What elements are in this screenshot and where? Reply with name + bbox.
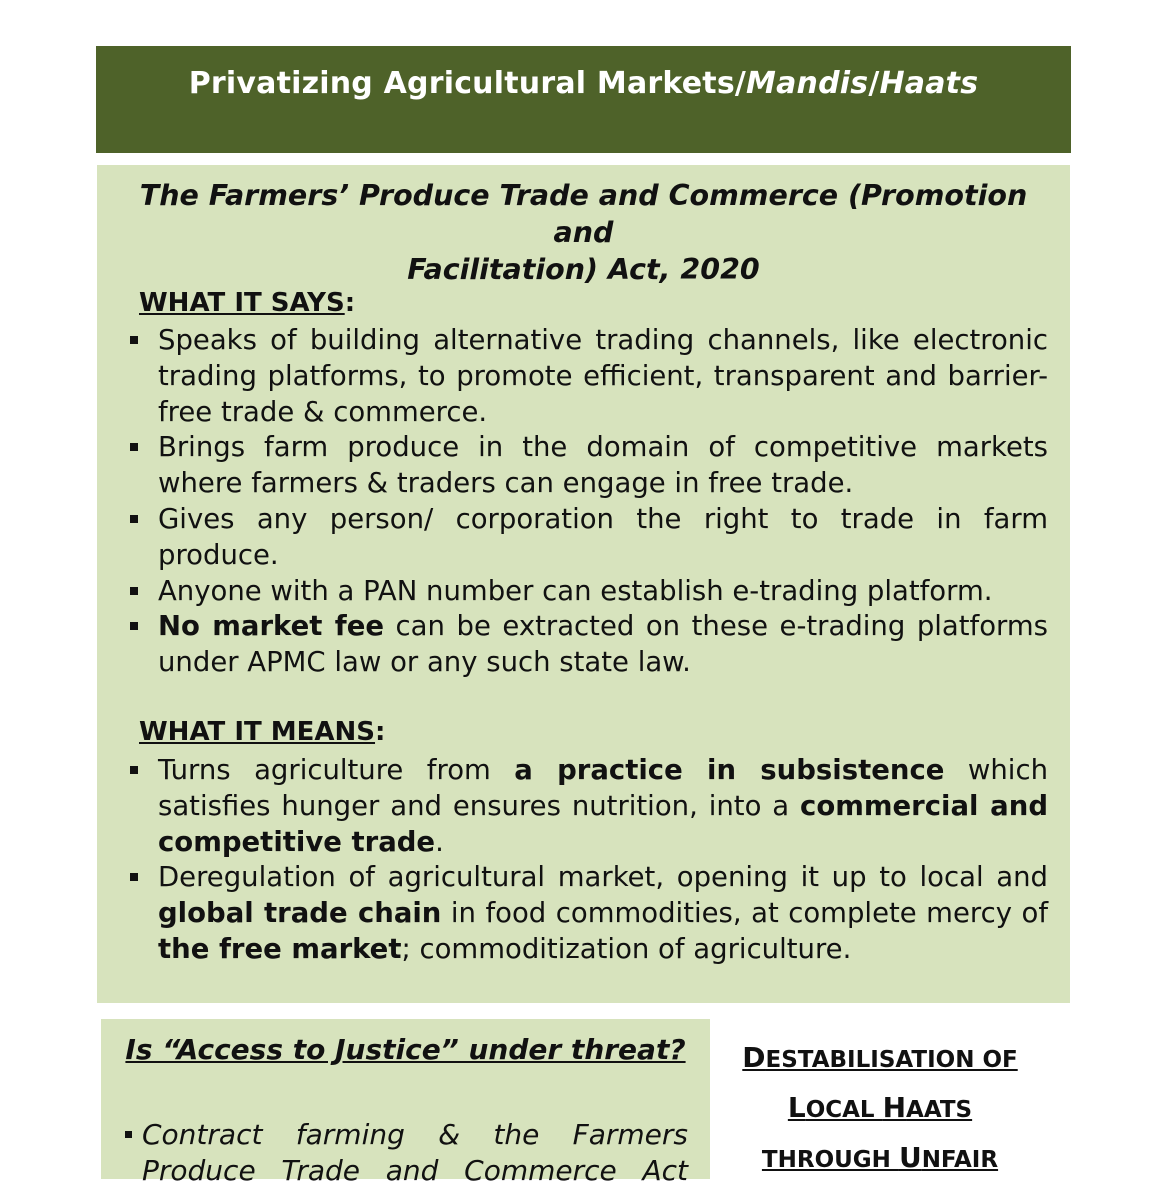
bullet-square-icon	[130, 587, 138, 595]
list-item: No market fee can be extracted on these e-trading platforms under APMC law or any such state law.	[126, 609, 1048, 681]
header-banner	[96, 46, 1071, 153]
list-item: Anyone with a PAN number can establish e-trading platform.	[126, 574, 1048, 610]
list-item: Contract farming & the Farmers Produce Trade and Commerce Act	[125, 1117, 688, 1189]
destabilisation-heading: DESTABILISATION OF LOCAL HAATS THROUGH UNFAIR	[742, 1041, 1018, 1174]
list-item: Brings farm produce in the domain of competitive markets where farmers & traders can engage in free trade.	[126, 430, 1048, 502]
bullet-square-icon	[130, 766, 138, 774]
what-it-means-list	[126, 753, 1048, 968]
bullet-square-icon	[125, 1131, 132, 1138]
list-item: Deregulation of agricultural market, opening it up to local and global trade chain in food commodities, at complete mercy of the free market; commoditization of agriculture.	[126, 860, 1048, 967]
bullet-square-icon	[130, 622, 138, 630]
access-to-justice-title: Is “Access to Justice” under threat?	[125, 1033, 686, 1066]
what-it-means-heading: WHAT IT MEANS:	[139, 717, 386, 747]
access-to-justice-box	[101, 1019, 710, 1187]
list-item: Turns agriculture from a practice in subsistence which satisfies hunger and ensures nutrition, into a commercial and competitive trade.	[126, 753, 1048, 860]
page-title: Privatizing Agricultural Markets/Mandis/Haats	[188, 66, 979, 101]
bullet-square-icon	[130, 873, 138, 881]
list-item: Speaks of building alternative trading channels, like electronic trading platforms, to promote efficient, transparent and barrier-free trade & commerce.	[126, 323, 1048, 430]
what-it-says-heading: WHAT IT SAYS:	[139, 288, 356, 318]
list-item: Gives any person/ corporation the right to trade in farm produce.	[126, 502, 1048, 574]
act-title: The Farmers’ Produce Trade and Commerce (Promotion and Facilitation) Act, 2020	[139, 179, 1028, 286]
bullet-square-icon	[130, 336, 138, 344]
act-summary-box	[97, 165, 1070, 1003]
bullet-square-icon	[130, 515, 138, 523]
bullet-square-icon	[130, 443, 138, 451]
what-it-says-list	[126, 323, 1048, 681]
